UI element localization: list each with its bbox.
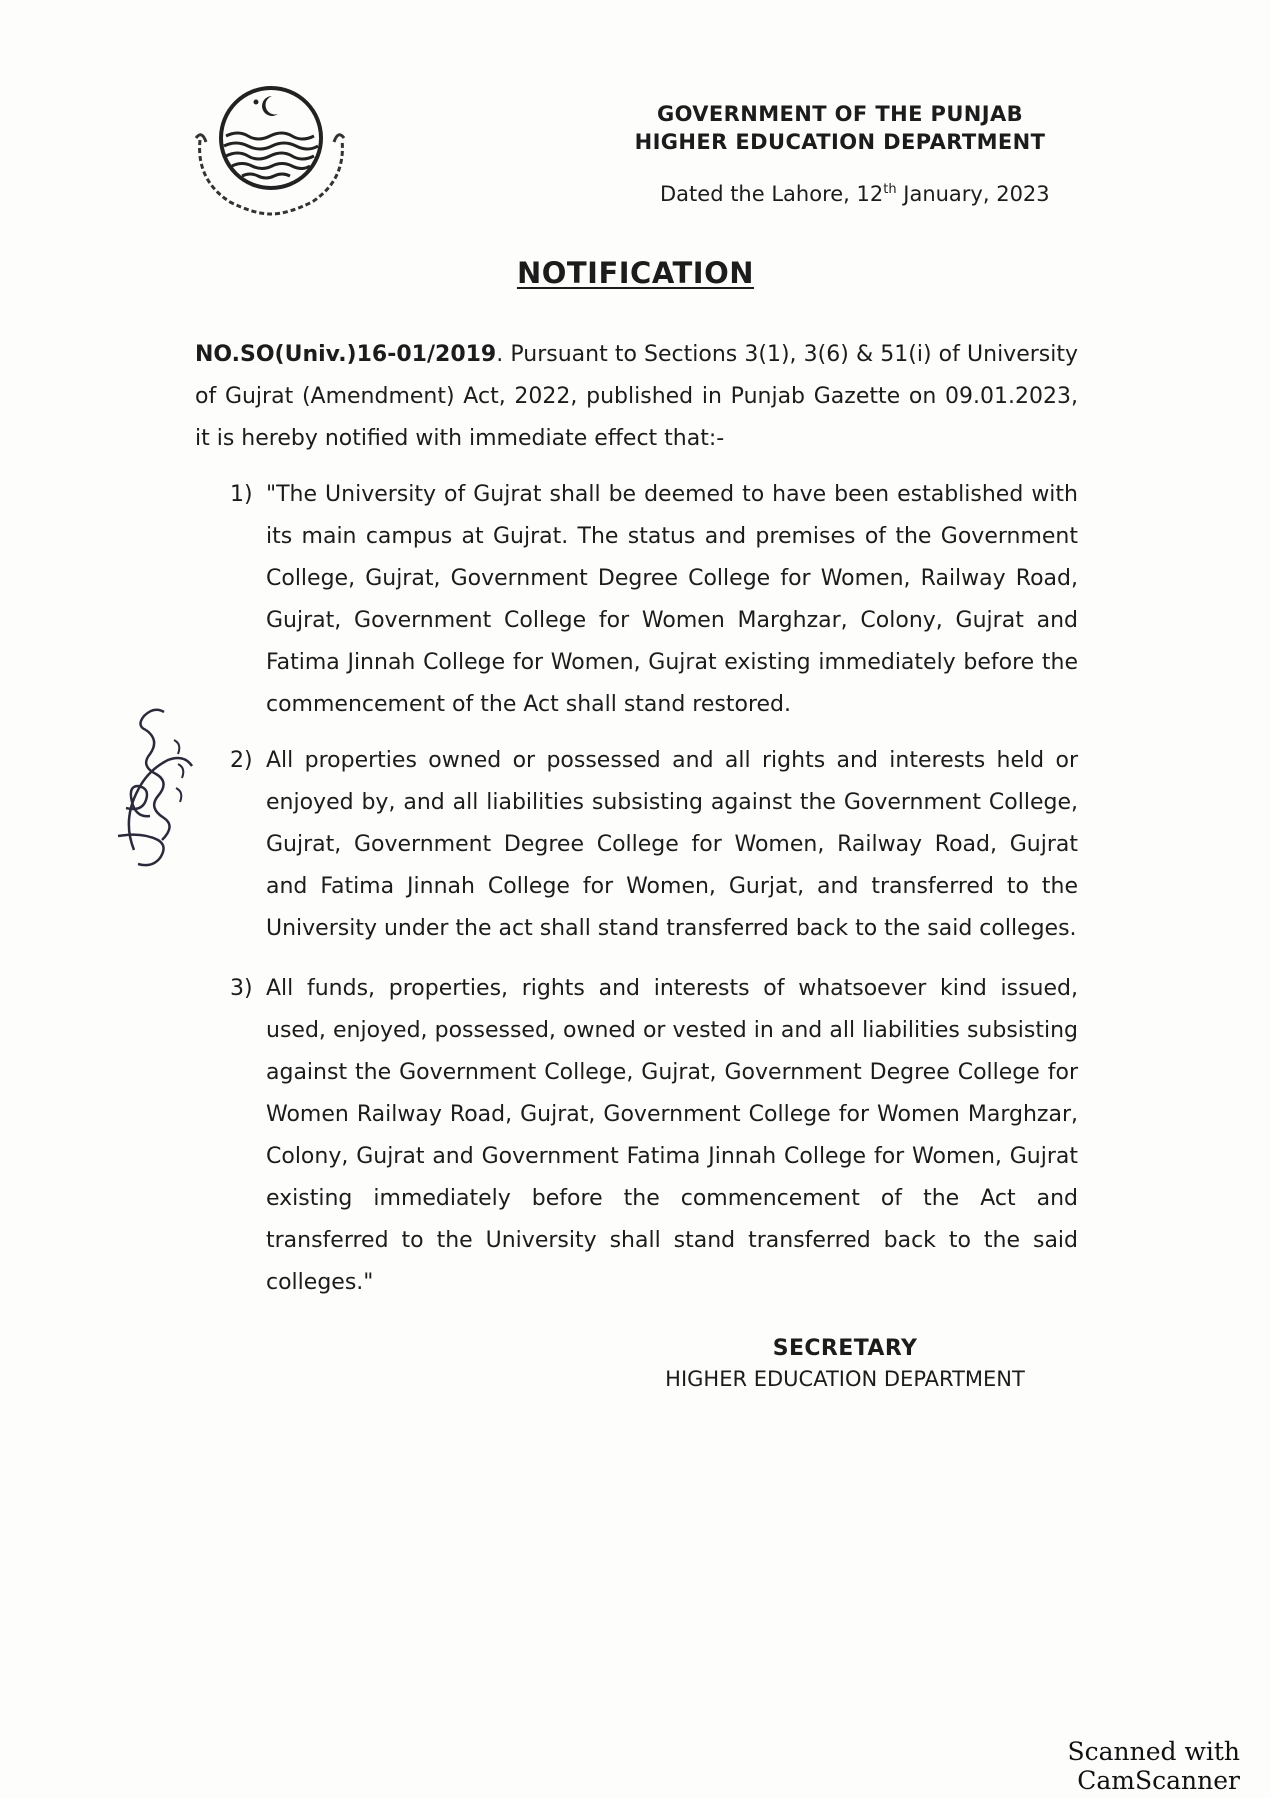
signature-block — [620, 1334, 1070, 1394]
title-row — [0, 256, 1271, 290]
clause-text: All funds, properties, rights and interests of whatsoever kind issued, used, enjoyed, possessed, owned or vested in and all liabilities subsisting against the Government College, Gujrat, Government Degree College for Women Railway Road, Gujrat, Government College for Women Marghzar, Colony, Gujrat and Government Fatima Jinnah College for Women, Gujrat existing immediately before the commencement of the Act and transferred to the University shall stand transferred back to the said colleges." — [266, 976, 1078, 1295]
list-item — [230, 474, 1078, 726]
date-ordinal: th — [883, 182, 897, 197]
handwritten-initials-icon — [104, 700, 204, 870]
reference-number: NO.SO(Univ.)16-01/2019 — [195, 342, 497, 367]
signatory-title: SECRETARY — [772, 1336, 918, 1361]
clause-number: 1) — [230, 482, 253, 507]
signatory-department: HIGHER EDUCATION DEPARTMENT — [665, 1367, 1025, 1391]
document-title: NOTIFICATION — [516, 256, 755, 290]
intro-paragraph — [195, 334, 1078, 460]
clause-number: 2) — [230, 748, 253, 773]
date-prefix: Dated the Lahore, 12 — [660, 182, 884, 206]
list-item — [230, 968, 1078, 1304]
list-item — [230, 740, 1078, 950]
scanner-watermark: Scanned with CamScanner — [1067, 1737, 1240, 1795]
intro-text: . Pursuant to Sections 3(1), 3(6) & 51(i) of University of Gujrat (Amendment) Act, 2022, published in Punjab Gazette on 09.01.2023, it is hereby notified with immediate effect that:- — [195, 342, 1078, 451]
letterhead — [600, 100, 1080, 156]
department-name: HIGHER EDUCATION DEPARTMENT — [634, 130, 1046, 154]
clause-text: All properties owned or possessed and all rights and interests held or enjoyed by, and all liabilities subsisting against the Government College, Gujrat, Government Degree College for Women, Railway Road, Gujrat and Fatima Jinnah College for Women, Gurjat, and transferred to the University under the act shall stand transferred back to the said colleges. — [266, 748, 1078, 941]
clause-list — [230, 474, 1078, 1304]
date-line — [660, 182, 1050, 206]
date-suffix: January, 2023 — [896, 182, 1050, 206]
government-name: GOVERNMENT OF THE PUNJAB — [656, 102, 1024, 126]
clause-number: 3) — [230, 976, 253, 1001]
punjab-government-emblem-icon — [186, 80, 356, 220]
clause-text: "The University of Gujrat shall be deemed to have been established with its main campus at Gujrat. The status and premises of the Government College, Gujrat, Government Degree College for Women, Railway Road, Gujrat, Government College for Women Marghzar, Colony, Gujrat and Fatima Jinnah College for Women, Gujrat existing immediately before the commencement of the Act shall stand restored. — [266, 482, 1078, 717]
